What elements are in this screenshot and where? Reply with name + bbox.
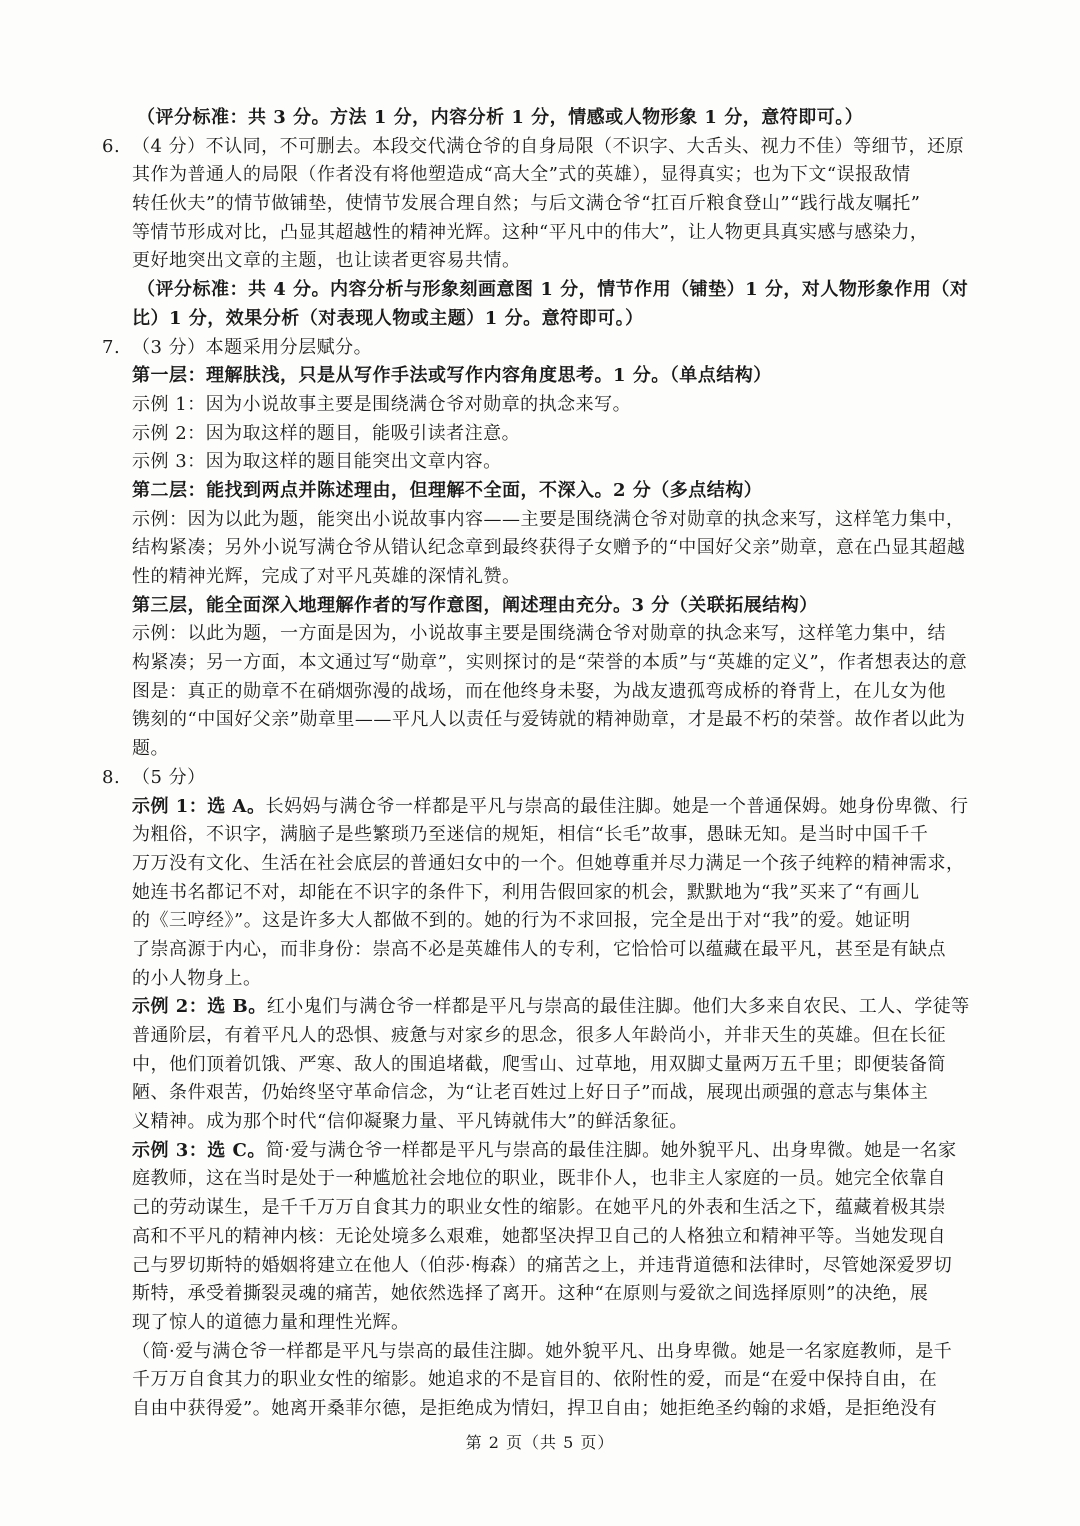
text-line [102,993,982,1022]
text-line: 自由中获得爱”。她离开桑菲尔德，是拒绝成为情妇，捍卫自由；她拒绝圣约翰的求婚，是拒绝没有 [132,1397,938,1419]
text-line: 现了惊人的道德力量和理性光辉。 [132,1311,410,1333]
text-line: 第一层：理解肤浅，只是从写作手法或写作内容角度思考。1 分。（单点结构） [132,365,772,387]
text-line: 结构紧凑；另外小说写满仓爷从错认纪念章到最终获得子女赠予的“中国好父亲”勋章，意在凸显其超越 [132,537,966,559]
text-line: 中，他们顶着饥饿、严寒、敌人的围追堵截，爬雪山、过草地，用双脚丈量两万五千里；即便装备简 [132,1053,946,1075]
line-text: 长妈妈与满仓爷一样都是平凡与崇高的最佳注脚。她是一个普通保姆。她身份卑微、行 [265,795,969,817]
text-line: 题。 [132,738,169,760]
question-number: 6. [102,135,121,157]
text-line: 第二层：能找到两点并陈述理由，但理解不全面，不深入。2 分（多点结构） [132,479,763,501]
text-line: 图是：真正的勋章不在硝烟弥漫的战场，而在他终身未娶，为战友遗孤弯成桥的脊背上，在儿女为他 [132,680,946,702]
text-line: 更好地突出文章的主题，也让读者更容易共情。 [132,250,521,272]
text-line: 等情节形成对比，凸显其超越性的精神光辉。这种“平凡中的伟大”，让人物更具真实感与感染力， [132,221,929,243]
text-line: （评分标准：共 4 分。内容分析与形象刻画意图 1 分，情节作用（铺垫）1 分，对人物形象作用（对 [137,279,969,301]
text-line [102,764,982,793]
text-line: 比）1 分，效果分析（对表现人物或主题）1 分。意符即可。） [132,307,644,329]
example-label: 示例 2：选 B。 [132,996,267,1018]
line-text: （5 分） [132,766,206,788]
text-line: 庭教师，这在当时是处于一种尴尬社会地位的职业，既非仆人，也非主人家庭的一员。她完全依靠自 [132,1168,946,1190]
text-line: 她连书名都记不对，却能在不识字的条件下，利用告假回家的机会，默默地为“我”买来了“有画儿 [132,881,920,903]
example-label: 示例 3：选 C。 [132,1139,266,1161]
text-line: 己的劳动谋生，是千千万万自食其力的职业女性的缩影。在她平凡的外表和生活之下，蕴藏着极其崇 [132,1197,946,1219]
text-line: 性的精神光辉，完成了对平凡英雄的深情礼赞。 [132,566,521,587]
text-line: 义精神。成为那个时代“信仰凝聚力量、平凡铸就伟大”的鲜活象征。 [132,1111,688,1133]
text-line: 陋、条件艰苦，仍始终坚守革命信念，为“让老百姓过上好日子”而战，展现出顽强的意志与集体主 [132,1082,929,1104]
text-line: 镌刻的“中国好父亲”勋章里——平凡人以责任与爱铸就的精神勋章，才是最不朽的荣誉。故作者以此为 [132,709,966,731]
line-text: （3 分）本题采用分层赋分。 [132,336,373,358]
text-line [102,793,982,822]
text-line: 的《三哼经》”。这是许多大人都做不到的。她的行为不求回报，完全是出于对“我”的爱。她证明 [132,910,911,932]
text-line: 的小人物身上。 [132,967,262,989]
example-label: 示例 1：选 A。 [132,795,266,817]
text-line [102,334,982,363]
text-line: 普通阶层，有着平凡人的恐惧、疲惫与对家乡的思念，很多人年龄尚小，并非天生的英雄。但在长征 [132,1025,946,1046]
text-line: 示例 1：因为小说故事主要是围绕满仓爷对勋章的执念来写。 [132,393,632,415]
text-line: 第三层，能全面深入地理解作者的写作意图，阐述理由充分。3 分（关联拓展结构） [132,594,818,616]
text-line: 了崇高源于内心，而非身份：崇高不必是英雄伟人的专利，它恰恰可以蕴藏在最平凡，甚至是有缺点 [132,938,946,960]
text-line: 示例：以此为题，一方面是因为，小说故事主要是围绕满仓爷对勋章的执念来写，这样笔力集中，结 [132,623,946,645]
text-line: 构紧凑；另一方面，本文通过写“勋章”，实则探讨的是“荣誉的本质”与“英雄的定义”，作者想表达的意 [132,652,968,674]
question-number: 8. [102,766,121,788]
line-text: （4 分）不认同，不可删去。本段交代满仓爷的自身局限（不识字、大舌头、视力不佳）等细节，还原 [132,135,965,157]
text-line: 转任伙夫”的情节做铺垫，使情节发展合理自然；与后文满仓爷“扛百斤粮食登山”“践行战友嘱托” [132,193,921,215]
text-line: 千万万自食其力的职业女性的缩影。她追求的不是盲目的、依附性的爱，而是“在爱中保持自由，在 [132,1369,938,1391]
text-line: 示例 2：因为取这样的题目，能吸引读者注意。 [132,422,521,444]
text-line [102,133,982,162]
text-line [102,1137,982,1166]
answer-key-body [102,104,982,1424]
line-text: 红小鬼们与满仓爷一样都是平凡与崇高的最佳注脚。他们大多来自农民、工人、学徒等 [266,996,970,1018]
text-line: 己与罗切斯特的婚姻将建立在他人（伯莎·梅森）的痛苦之上，并违背道德和法律时，尽管她深爱罗切 [132,1254,953,1276]
text-line: 其作为普通人的局限（作者没有将他塑造成“高大全”式的英雄），显得真实；也为下文“误报敌情 [132,164,911,186]
line-text: 简·爱与满仓爷一样都是平凡与崇高的最佳注脚。她外貌平凡、出身卑微。她是一名家 [265,1139,957,1161]
text-line: 万万没有文化、生活在社会底层的普通妇女中的一个。但她尊重并尽力满足一个孩子纯粹的精神需求， [132,852,965,874]
text-line: 斯特，承受着撕裂灵魂的痛苦，她依然选择了离开。这种“在原则与爱欲之间选择原则”的决绝，展 [132,1283,929,1305]
text-line: 示例：因为以此为题，能突出小说故事内容——主要是围绕满仓爷对勋章的执念来写，这样笔力集中， [132,508,965,530]
question-number: 7. [102,336,121,358]
page-footer: 第 2 页（共 5 页） [465,1433,615,1452]
text-line: （评分标准：共 3 分。方法 1 分，内容分析 1 分，情感或人物形象 1 分，意符即可。） [137,107,864,128]
text-line: （简·爱与满仓爷一样都是平凡与崇高的最佳注脚。她外貌平凡、出身卑微。她是一名家庭教师，是千 [132,1340,953,1362]
text-line: 高和不平凡的精神内核：无论处境多么艰难，她都坚决捍卫自己的人格独立和精神平等。当她发现自 [132,1225,946,1247]
text-line: 示例 3：因为取这样的题目能突出文章内容。 [132,451,502,473]
text-line: 为粗俗，不识字，满脑子是些繁琐乃至迷信的规矩，相信“长毛”故事，愚昧无知。是当时中国千千 [132,824,929,846]
